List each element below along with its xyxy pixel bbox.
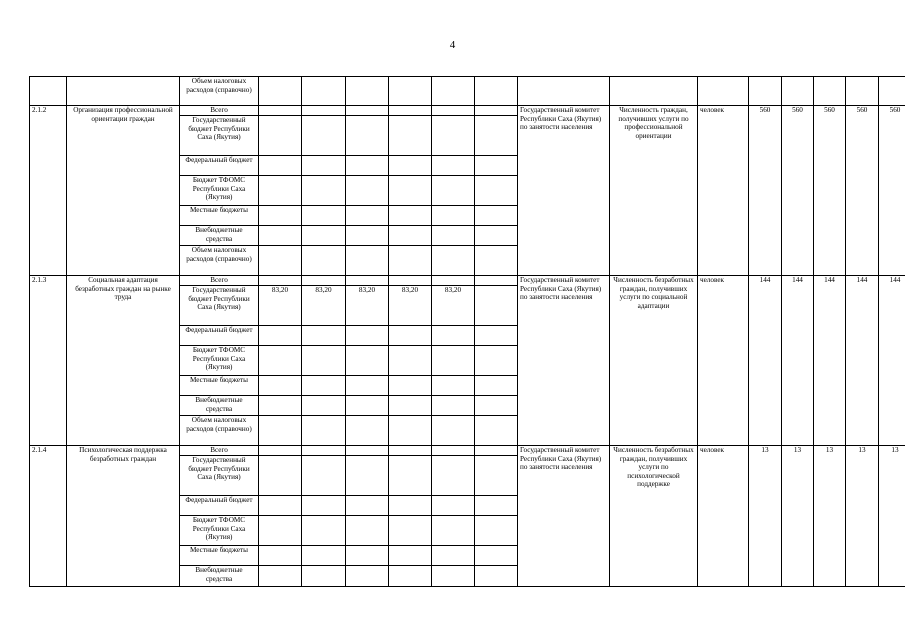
source-label: Местные бюджеты: [180, 206, 259, 226]
budget-value: 83,20: [302, 286, 346, 326]
source-label: Местные бюджеты: [180, 546, 259, 566]
unit-cell: человек: [698, 446, 749, 587]
section-name: Социальная адаптация безработных граждан на рынке труда: [67, 276, 180, 446]
target-value: 144: [814, 276, 846, 446]
page-number: 4: [449, 39, 456, 51]
source-label: Всего: [180, 276, 259, 286]
indicator-cell: Численность граждан, получивших услуги по профессиональной ориентации: [610, 106, 698, 276]
source-label: Федеральный бюджет: [180, 496, 259, 516]
target-value: 144: [879, 276, 905, 446]
source-label: Государственный бюджет Республики Саха (Якутия): [180, 116, 259, 156]
indicator-cell: Численность безработных граждан, получивших услуги по психологической поддержке: [610, 446, 698, 587]
section-name: Организация профессиональной ориентации граждан: [67, 106, 180, 276]
budget-value: [432, 456, 475, 496]
target-value: 560: [846, 106, 879, 276]
program-table: [29, 76, 905, 587]
source-label: Всего: [180, 446, 259, 456]
source-label: Государственный бюджет Республики Саха (Якутия): [180, 456, 259, 496]
budget-value: 83,20: [259, 286, 302, 326]
target-value: 144: [782, 276, 814, 446]
target-value: 560: [782, 106, 814, 276]
executor-cell: Государственный комитет Республики Саха (Якутия) по занятости населения: [518, 446, 610, 587]
budget-value: [346, 456, 389, 496]
target-value: 560: [749, 106, 782, 276]
budget-value: [389, 116, 432, 156]
source-label: Объем налоговых расходов (справочно): [180, 246, 259, 276]
target-value: 560: [814, 106, 846, 276]
table-row: [30, 106, 905, 116]
source-label: Местные бюджеты: [180, 376, 259, 396]
table-row: [30, 77, 905, 106]
table-row: [30, 276, 905, 286]
source-label: Бюджет ТФОМС Республики Саха (Якутия): [180, 176, 259, 206]
source-label: Объем налоговых расходов (справочно): [180, 416, 259, 446]
target-value: 560: [879, 106, 905, 276]
target-value: 13: [782, 446, 814, 587]
target-value: 144: [749, 276, 782, 446]
source-label: Всего: [180, 106, 259, 116]
budget-value: [259, 456, 302, 496]
budget-value: 83,20: [432, 286, 475, 326]
target-value: 13: [814, 446, 846, 587]
executor-cell: Государственный комитет Республики Саха (Якутия) по занятости населения: [518, 276, 610, 446]
section-code: 2.1.3: [30, 276, 67, 446]
source-label: Внебюджетные средства: [180, 396, 259, 416]
target-value: 13: [846, 446, 879, 587]
target-value: 144: [846, 276, 879, 446]
budget-value: [346, 116, 389, 156]
budget-value: [259, 116, 302, 156]
budget-value: [432, 116, 475, 156]
target-value: 13: [879, 446, 905, 587]
target-value: 13: [749, 446, 782, 587]
budget-value: [302, 116, 346, 156]
budget-value: [389, 456, 432, 496]
table-row: [30, 446, 905, 456]
unit-cell: человек: [698, 106, 749, 276]
budget-value: 83,20: [346, 286, 389, 326]
source-label: Федеральный бюджет: [180, 156, 259, 176]
source-label: Государственный бюджет Республики Саха (Якутия): [180, 286, 259, 326]
section-code: 2.1.2: [30, 106, 67, 276]
executor-cell: Государственный комитет Республики Саха (Якутия) по занятости населения: [518, 106, 610, 276]
source-label: Внебюджетные средства: [180, 226, 259, 246]
source-label: Федеральный бюджет: [180, 326, 259, 346]
section-code: 2.1.4: [30, 446, 67, 587]
source-label: Внебюджетные средства: [180, 566, 259, 587]
unit-cell: человек: [698, 276, 749, 446]
source-label: Бюджет ТФОМС Республики Саха (Якутия): [180, 346, 259, 376]
indicator-cell: Численность безработных граждан, получивших услуги по социальной адаптации: [610, 276, 698, 446]
section-name: Психологическая поддержка безработных граждан: [67, 446, 180, 587]
source-label: Бюджет ТФОМС Республики Саха (Якутия): [180, 516, 259, 546]
source-label: Объем налоговых расходов (справочно): [180, 77, 259, 106]
budget-value: 83,20: [389, 286, 432, 326]
budget-value: [302, 456, 346, 496]
